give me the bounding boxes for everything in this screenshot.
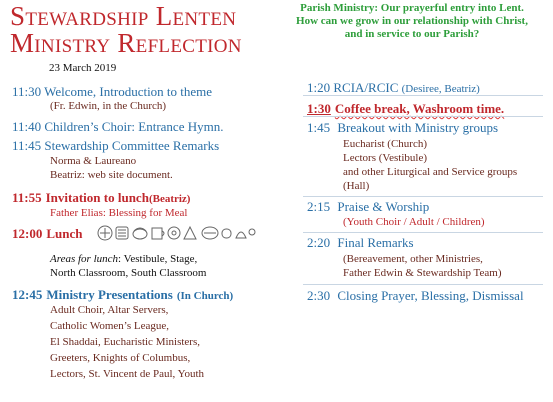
event-215	[307, 199, 429, 215]
event-1145-sub-2: Beatriz: web site document.	[50, 169, 173, 181]
breakout-line-2: Lectors (Vestibule)	[343, 152, 427, 164]
event-1130-sub: (Fr. Edwin, in the Church)	[50, 100, 167, 112]
divider	[303, 196, 543, 197]
event-220-sub-2: Father Edwin & Stewardship Team)	[343, 267, 502, 279]
parish-ministry-text: Parish Ministry: Our prayerful entry into Lent. How can we grow in our relationship with Christ, and in service to our Parish?	[296, 2, 528, 40]
time-220: 2:20	[307, 235, 331, 250]
event-220	[307, 235, 414, 251]
date: 23 March 2019	[49, 62, 117, 74]
event-1155	[12, 189, 190, 207]
event-220-title: Final Remarks	[337, 235, 414, 250]
event-145	[307, 120, 498, 136]
divider	[303, 116, 543, 117]
time-130: 1:30	[307, 101, 331, 116]
event-215-sub: (Youth Choir / Adult / Children)	[343, 216, 485, 228]
ministry-line-1: Adult Choir, Altar Servers,	[50, 304, 169, 316]
time-230: 2:30	[307, 288, 331, 303]
areas-line-2: North Classroom, South Classroom	[50, 267, 207, 279]
event-1200	[12, 225, 82, 243]
event-220-sub-1: (Bereavement, other Ministries,	[343, 253, 483, 265]
title-line-2: Ministry Reflection	[10, 28, 242, 58]
time-1245: 12:45	[12, 287, 43, 302]
event-120-title: RCIA/RCIC	[333, 80, 399, 95]
event-120	[307, 80, 480, 96]
event-230-title: Closing Prayer, Blessing, Dismissal	[337, 288, 524, 303]
event-1155-sub: Father Elias: Blessing for Meal	[50, 207, 188, 219]
time-215: 2:15	[307, 199, 331, 214]
event-130-title: Coffee break, Washroom time.	[334, 101, 505, 116]
event-1245-title: Ministry Presentations	[46, 287, 173, 302]
event-1140	[12, 119, 223, 135]
title-line-1: Stewardship Lenten	[10, 1, 237, 31]
event-1245-where: (In Church)	[176, 290, 234, 302]
divider	[303, 284, 543, 285]
event-1140-title: Children’s Choir: Entrance Hymn.	[44, 119, 224, 134]
ministry-line-3: El Shaddai, Eucharistic Ministers,	[50, 336, 200, 348]
ministry-line-4: Greeters, Knights of Columbus,	[50, 352, 191, 364]
event-1155-title: Invitation to lunch	[45, 190, 149, 205]
divider	[303, 95, 543, 96]
areas-text: : Vestibule, Stage,	[118, 253, 198, 265]
event-1145	[12, 138, 219, 154]
event-1145-sub-1: Norma & Laureano	[50, 155, 137, 167]
event-1145-title: Stewardship Committee Remarks	[44, 138, 220, 153]
areas-for-lunch	[50, 253, 197, 266]
event-1200-title: Lunch	[46, 226, 83, 241]
time-1145: 11:45	[12, 138, 42, 153]
food-icons	[96, 224, 256, 247]
event-1245	[12, 286, 233, 304]
event-1155-who: (Beatriz)	[148, 193, 191, 205]
time-1140: 11:40	[12, 119, 42, 134]
event-215-title: Praise & Worship	[337, 199, 430, 214]
time-120: 1:20	[307, 80, 331, 95]
breakout-line-4: (Hall)	[343, 180, 370, 192]
breakout-line-3: and other Liturgical and Service groups	[343, 166, 518, 178]
event-120-who: (Desiree, Beatriz)	[401, 83, 480, 95]
event-145-title: Breakout with Ministry groups	[337, 120, 499, 135]
time-1130: 11:30	[12, 84, 42, 99]
breakout-line-1: Eucharist (Church)	[343, 138, 427, 150]
event-1130-title: Welcome, Introduction to theme	[44, 84, 213, 99]
areas-label: Areas for lunch	[50, 253, 119, 265]
ministry-line-2: Catholic Women’s League,	[50, 320, 169, 332]
time-1200: 12:00	[12, 226, 43, 241]
time-145: 1:45	[307, 120, 331, 135]
event-1130	[12, 84, 212, 100]
ministry-line-5: Lectors, St. Vincent de Paul, Youth	[50, 368, 205, 380]
food-doodle-icon	[96, 224, 256, 242]
divider	[303, 232, 543, 233]
event-230	[307, 288, 524, 304]
time-1155: 11:55	[12, 190, 42, 205]
